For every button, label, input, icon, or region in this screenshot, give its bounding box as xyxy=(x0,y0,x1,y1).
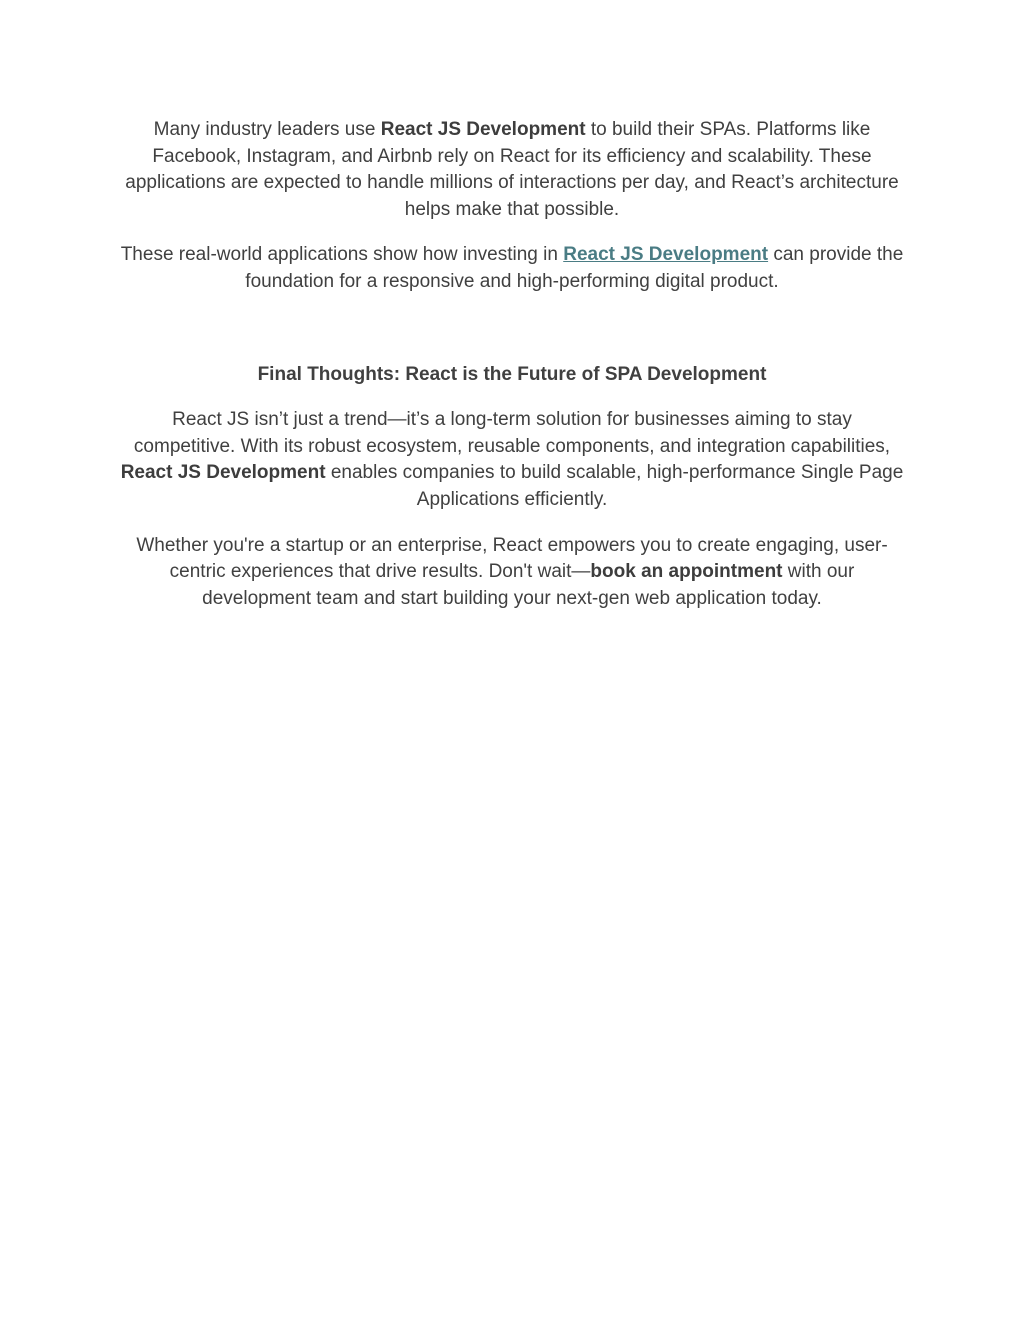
paragraph-call-to-action xyxy=(120,533,904,613)
p1-text-before: Many industry leaders use xyxy=(153,119,381,140)
p3-bold-react-js: React JS Development xyxy=(120,462,326,484)
section-heading: Final Thoughts: React is the Future of SPA Development xyxy=(257,363,767,385)
p3-text-before: React JS isn’t just a trend—it’s a long-term solution for businesses aiming to stay competitive. With its robust ecosystem, reusable components, and integration capabilities, xyxy=(133,409,891,457)
document-page xyxy=(120,117,904,612)
p2-text-after: can provide the foundation for a responsive and high-performing digital product. xyxy=(245,244,904,292)
p4-text-before: Whether you're a startup or an enterprise, React empowers you to create engaging, user-centric experiences that drive results. Don't wait— xyxy=(136,534,888,583)
p1-text-after: to build their SPAs. Platforms like Facebook, Instagram, and Airbnb rely on React for its efficiency and scalability. These applications are expected to handle millions of interactions per day, and React’s architecture helps make that possible. xyxy=(125,119,899,220)
p1-bold-react-js: React JS Development xyxy=(380,119,586,140)
p4-bold-book-appointment: book an appointment xyxy=(590,561,783,583)
paragraph-industry-leaders xyxy=(120,117,904,223)
p4-text-after: with our development team and start building your next-gen web application today. xyxy=(202,561,855,609)
p2-text-before: These real-world applications show how investing in xyxy=(120,244,564,266)
react-js-development-link[interactable]: React JS Development xyxy=(563,244,769,266)
p3-text-after: enables companies to build scalable, high-performance Single Page Applications efficiently. xyxy=(325,462,904,510)
paragraph-not-a-trend xyxy=(120,407,904,513)
paragraph-real-world xyxy=(120,242,904,295)
